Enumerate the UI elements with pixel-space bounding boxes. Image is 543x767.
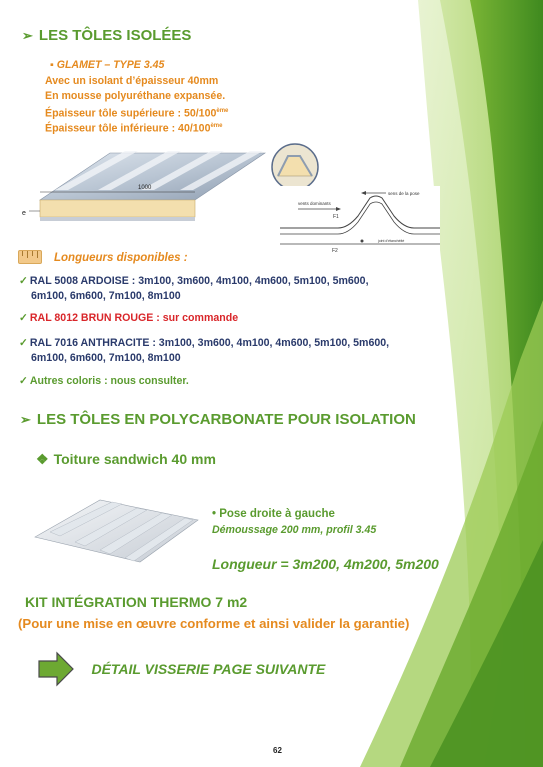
joint-label: joint d’étanchéité (378, 239, 405, 243)
ruler-icon (18, 250, 42, 264)
length-item-ardoise-cont: 6m100, 6m600, 7m100, 8m100 (31, 290, 181, 302)
upper-sheet-thickness: Épaisseur tôle supérieure : 50/100ème (45, 107, 229, 120)
lower-sheet-thickness: Épaisseur tôle inférieure : 40/100ème (45, 122, 223, 135)
length-item-anthracite-cont: 6m100, 6m600, 7m100, 8m100 (31, 352, 181, 364)
check-icon: ✓ (19, 312, 28, 324)
next-page-link[interactable] (37, 651, 325, 687)
foam-detail: Démoussage 200 mm, profil 3.45 (212, 524, 377, 536)
laying-direction: • Pose droite à gauche (212, 508, 335, 520)
length-item-ardoise: ✓ RAL 5008 ARDOISE : 3m100, 3m600, 4m100, 4m600, 5m100, 5m600, (19, 275, 369, 287)
bullet-icon: ▪ (50, 59, 57, 71)
polycarbonate-sheet-image (30, 492, 200, 567)
length-item-brun-rouge: ✓ RAL 8012 BRUN ROUGE : sur commande (19, 312, 239, 324)
cross-section-diagram (278, 186, 440, 254)
product-line-1: Avec un isolant d’épaisseur 40mm (45, 75, 219, 87)
kit-title: KIT INTÉGRATION THERMO 7 m2 (25, 594, 248, 610)
lengths-title: Longueurs disponibles : (54, 252, 188, 264)
length-item-other-colors: ✓ Autres coloris : nous consulter. (19, 375, 189, 387)
wind-label: vents dominants (298, 201, 331, 206)
lengths-header (18, 248, 188, 266)
subtitle-sandwich: ❖ Toiture sandwich 40 mm (36, 451, 216, 467)
check-icon: ✓ (19, 375, 28, 387)
product-line-2: En mousse polyuréthane expansée. (45, 90, 226, 102)
arrow-right-icon (37, 651, 75, 687)
section-title-insulated-sheets: ➢ LES TÔLES ISOLÉES (22, 27, 192, 44)
laying-direction-label: sens de la pose (388, 191, 420, 196)
page-number: 62 (273, 746, 282, 755)
panel-thickness-label: e (22, 210, 26, 217)
panel-width-label: 1000 (138, 185, 152, 191)
arrow-bullet-icon: ➢ (22, 28, 33, 43)
f1-label: F1 (333, 214, 339, 220)
panel-closeup-image (270, 142, 320, 192)
arrow-bullet-icon: ➢ (20, 412, 31, 427)
kit-note: (Pour une mise en œuvre conforme et ainsi valider la garantie) (18, 616, 410, 631)
check-icon: ✓ (19, 337, 28, 349)
check-icon: ✓ (19, 275, 28, 287)
length-item-anthracite: ✓ RAL 7016 ANTHRACITE : 3m100, 3m600, 4m100, 4m600, 5m100, 5m600, (19, 337, 390, 349)
section-title-polycarbonate: ➢ LES TÔLES EN POLYCARBONATE POUR ISOLATION (20, 411, 416, 428)
insulated-panel-image (20, 145, 270, 233)
diamond-bullet-icon: ❖ (36, 451, 49, 467)
next-page-label: DÉTAIL VISSERIE PAGE SUIVANTE (91, 661, 326, 677)
f2-label: F2 (332, 248, 338, 254)
product-name: ▪ GLAMET – TYPE 3.45 (50, 59, 165, 71)
polycarbonate-length: Longueur = 3m200, 4m200, 5m200 (212, 556, 439, 572)
